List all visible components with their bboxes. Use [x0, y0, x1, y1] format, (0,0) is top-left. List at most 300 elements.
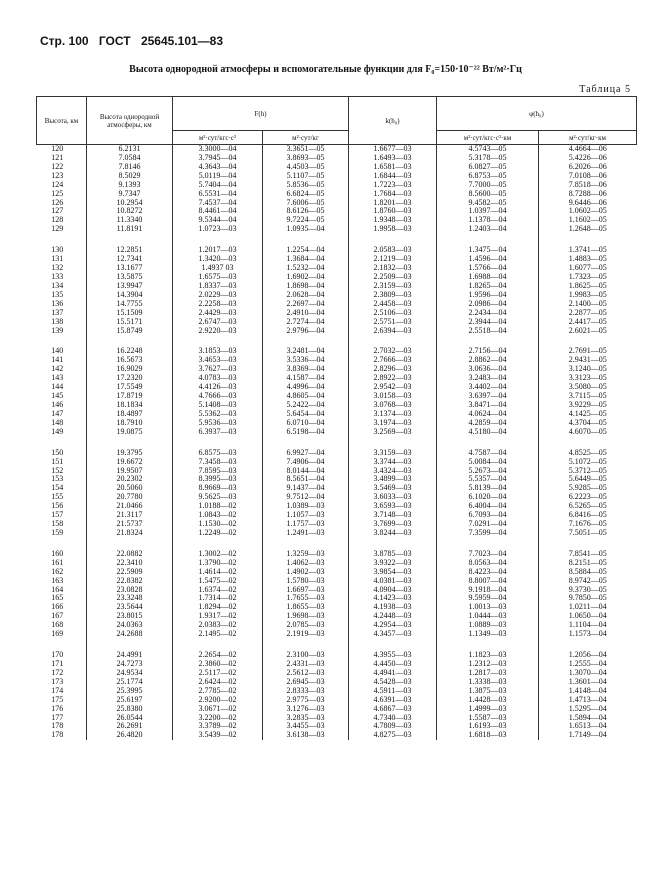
cell-height: 154 [51, 483, 64, 493]
cell-phi-unit1: 9.5959—04 [437, 594, 539, 603]
cell-F-unit1: 2.0229—03 [173, 291, 263, 300]
cell-k: 2.0583—03 [349, 246, 437, 255]
cell-F-unit2: 7.4906—04 [263, 458, 349, 467]
cell-k: 2.7032—03 [349, 347, 437, 356]
cell-k: 3.2569—03 [349, 428, 437, 437]
cell-F-unit1: 7.4537—04 [173, 199, 263, 208]
cell-k: 3.0158—03 [349, 392, 437, 401]
cell-F-unit1: 1.5475—02 [173, 577, 263, 586]
cell-F-unit1: 1.0188—02 [173, 502, 263, 511]
cell-F-unit1: 1.1530—02 [173, 520, 263, 529]
cell-F-unit1: 7.3458—03 [173, 458, 263, 467]
cell-height: 153 [51, 474, 64, 484]
cell-phi-unit1: 1.1349—03 [437, 630, 539, 639]
cell-hom-height: 21.3117 [87, 511, 173, 520]
cell-F-unit1: 2.1495—02 [173, 630, 263, 639]
cell-phi-unit1: 2.5518—04 [437, 327, 539, 336]
cell-phi-unit1: 1.0397—04 [437, 207, 539, 216]
cell-phi-unit1: 3.6397—04 [437, 392, 539, 401]
cell-hom-height: 23.0828 [87, 586, 173, 595]
cell-F-unit2: 9.7512—04 [263, 493, 349, 502]
table-row [37, 630, 637, 639]
cell-height: 178 [51, 721, 64, 731]
cell-F-unit2: 2.4331—03 [263, 660, 349, 669]
cell-phi-unit1: 1.8265—04 [437, 282, 539, 291]
col-header-height: Высота, км [37, 97, 87, 145]
cell-k: 3.6033—03 [349, 493, 437, 502]
cell-F-unit2: 6.0710—04 [263, 419, 349, 428]
cell-height: 161 [51, 557, 64, 567]
cell-phi-unit1: 8.4223—04 [437, 568, 539, 577]
cell-F-unit2: 2.8333—03 [263, 687, 349, 696]
cell-phi-unit2: 7.0108—06 [539, 172, 637, 181]
cell-phi-unit2: 1.0650—04 [539, 612, 637, 621]
cell-hom-height: 11.8191 [87, 225, 173, 234]
cell-hom-height: 26.2691 [87, 722, 173, 731]
table-row [37, 529, 637, 538]
cell-height: 138 [51, 316, 64, 326]
cell-height: 176 [51, 703, 64, 713]
cell-F-unit2: 6.5198—04 [263, 428, 349, 437]
cell-F-unit1: 1.4614—02 [173, 568, 263, 577]
cell-phi-unit2: 4.4664—06 [539, 145, 637, 154]
cell-F-unit2: 7.6006—05 [263, 199, 349, 208]
cell-F-unit2: 9.7224—05 [263, 216, 349, 225]
group-separator [37, 437, 637, 449]
page-header [40, 34, 230, 48]
cell-k: 2.3809—03 [349, 291, 437, 300]
cell-phi-unit2: 1.2555—04 [539, 660, 637, 669]
cell-F-unit1: 5.9536—03 [173, 419, 263, 428]
cell-hom-height: 26.0544 [87, 714, 173, 723]
cell-F-unit2: 1.0389—03 [263, 502, 349, 511]
cell-hom-height: 25.1774 [87, 678, 173, 687]
cell-F-unit1: 8.4461—04 [173, 207, 263, 216]
cell-hom-height: 16.9029 [87, 365, 173, 374]
cell-k: 2.1832—03 [349, 264, 437, 273]
table-row [37, 731, 637, 740]
col-header-F-unit1: м²·сут/кгс·с² [173, 131, 263, 145]
cell-phi-unit2: 7.8541—05 [539, 550, 637, 559]
col-header-phi: φ(h₀) [437, 97, 637, 131]
cell-phi-unit1: 9.1918—04 [437, 586, 539, 595]
cell-phi-unit1: 9.4582—05 [437, 199, 539, 208]
cell-phi-unit2: 6.5265—05 [539, 502, 637, 511]
cell-F-unit2: 3.5336—04 [263, 356, 349, 365]
table-row [37, 327, 637, 336]
cell-phi-unit2: 5.3712—05 [539, 467, 637, 476]
cell-hom-height: 22.3410 [87, 559, 173, 568]
cell-F-unit2: 4.1587—04 [263, 374, 349, 383]
cell-phi-unit1: 3.2483—04 [437, 374, 539, 383]
cell-F-unit2: 4.4996—04 [263, 383, 349, 392]
cell-F-unit1: 1.6374—02 [173, 586, 263, 595]
cell-height: 148 [51, 417, 64, 427]
cell-height: 165 [51, 593, 64, 603]
cell-phi-unit2: 1.5295—04 [539, 705, 637, 714]
cell-hom-height: 19.0875 [87, 428, 173, 437]
cell-k: 4.3457—03 [349, 630, 437, 639]
cell-F-unit2: 4.4503—05 [263, 163, 349, 172]
cell-F-unit2: 5.8536—05 [263, 181, 349, 190]
cell-phi-unit1: 5.3178—05 [437, 154, 539, 163]
cell-F-unit2: 2.9796—04 [263, 327, 349, 336]
cell-k: 4.8275—03 [349, 731, 437, 740]
cell-phi-unit1: 5.0084—04 [437, 458, 539, 467]
cell-k: 4.5428—03 [349, 678, 437, 687]
cell-F-unit2: 3.4455—03 [263, 722, 349, 731]
cell-k: 3.9854—03 [349, 568, 437, 577]
cell-k: 1.6677—03 [349, 145, 437, 154]
cell-F-unit1: 2.3860—02 [173, 660, 263, 669]
cell-F-unit2: 6.6824—05 [263, 190, 349, 199]
cell-phi-unit2: 1.5894—04 [539, 714, 637, 723]
cell-F-unit2: 3.6138—03 [263, 731, 349, 740]
cell-phi-unit1: 7.7000—05 [437, 181, 539, 190]
cell-height: 137 [51, 307, 64, 317]
cell-phi-unit2: 1.3601—04 [539, 678, 637, 687]
cell-F-unit2: 2.0628—04 [263, 291, 349, 300]
cell-height: 140 [51, 346, 64, 356]
cell-hom-height: 15.5171 [87, 318, 173, 327]
cell-F-unit1: 7.8595—03 [173, 467, 263, 476]
cell-k: 3.4899—03 [349, 475, 437, 484]
cell-height: 170 [51, 650, 64, 660]
cell-phi-unit2: 3.9229—05 [539, 401, 637, 410]
cell-F-unit1: 1.0723—03 [173, 225, 263, 234]
cell-phi-unit2: 1.3741—05 [539, 246, 637, 255]
cell-F-unit2: 1.7655—03 [263, 594, 349, 603]
cell-hom-height: 19.9507 [87, 467, 173, 476]
cell-phi-unit2: 1.0602—05 [539, 207, 637, 216]
cell-phi-unit1: 7.7023—04 [437, 550, 539, 559]
cell-height: 167 [51, 611, 64, 621]
cell-height: 145 [51, 391, 64, 401]
cell-hom-height: 24.4991 [87, 651, 173, 660]
cell-phi-unit2: 5.1072—05 [539, 458, 637, 467]
cell-F-unit2: 6.9927—04 [263, 449, 349, 458]
cell-F-unit1: 2.9200—02 [173, 696, 263, 705]
cell-k: 2.9542—03 [349, 383, 437, 392]
cell-F-unit1: 1.3002—02 [173, 550, 263, 559]
cell-hom-height: 20.2302 [87, 475, 173, 484]
cell-hom-height: 24.0363 [87, 621, 173, 630]
cell-F-unit2: 5.2422—04 [263, 401, 349, 410]
cell-phi-unit1: 1.5587—03 [437, 714, 539, 723]
cell-k: 4.2954—03 [349, 621, 437, 630]
cell-F-unit1: 1.4937 03 [173, 264, 263, 273]
cell-hom-height: 10.2954 [87, 199, 173, 208]
cell-phi-unit2: 1.2648—05 [539, 225, 637, 234]
cell-height: 160 [51, 548, 64, 558]
cell-F-unit1: 3.1853—03 [173, 347, 263, 356]
cell-phi-unit1: 6.0827—05 [437, 163, 539, 172]
cell-height: 142 [51, 364, 64, 374]
cell-F-unit2: 1.4062—03 [263, 559, 349, 568]
cell-F-unit2: 2.5612—03 [263, 669, 349, 678]
cell-phi-unit2: 1.3070—04 [539, 669, 637, 678]
cell-k: 3.3744—03 [349, 458, 437, 467]
cell-phi-unit2: 2.1400—05 [539, 300, 637, 309]
cell-F-unit1: 2.0383—02 [173, 621, 263, 630]
cell-phi-unit1: 6.4004—04 [437, 502, 539, 511]
cell-F-unit2: 3.8693—05 [263, 154, 349, 163]
cell-phi-unit2: 3.3123—05 [539, 374, 637, 383]
cell-hom-height: 25.6197 [87, 696, 173, 705]
cell-F-unit2: 1.6902—04 [263, 273, 349, 282]
cell-F-unit2: 1.5232—04 [263, 264, 349, 273]
cell-F-unit2: 1.8698—04 [263, 282, 349, 291]
cell-phi-unit2: 2.6021—05 [539, 327, 637, 336]
cell-phi-unit2: 4.6070—05 [539, 428, 637, 437]
cell-F-unit1: 3.2200—02 [173, 714, 263, 723]
cell-k: 1.6844—03 [349, 172, 437, 181]
cell-F-unit2: 9.1437—04 [263, 484, 349, 493]
cell-hom-height: 21.5737 [87, 520, 173, 529]
cell-phi-unit1: 1.2312—03 [437, 660, 539, 669]
cell-hom-height: 13.5875 [87, 273, 173, 282]
cell-F-unit2: 3.8369—04 [263, 365, 349, 374]
cell-phi-unit1: 1.0444—03 [437, 612, 539, 621]
cell-height: 121 [51, 152, 64, 162]
cell-phi-unit1: 1.9596—04 [437, 291, 539, 300]
cell-phi-unit2: 2.7691—05 [539, 347, 637, 356]
cell-F-unit2: 3.2835—03 [263, 714, 349, 723]
cell-F-unit1: 9.5344—04 [173, 216, 263, 225]
cell-height: 135 [51, 289, 64, 299]
cell-phi-unit1: 3.4402—04 [437, 383, 539, 392]
cell-hom-height: 20.7780 [87, 493, 173, 502]
cell-phi-unit2: 8.9742—05 [539, 577, 637, 586]
cell-F-unit2: 1.2254—04 [263, 246, 349, 255]
cell-phi-unit1: 2.8862—04 [437, 356, 539, 365]
cell-phi-unit1: 1.2817—03 [437, 669, 539, 678]
cell-phi-unit1: 4.5743—05 [437, 145, 539, 154]
cell-F-unit2: 2.4910—04 [263, 309, 349, 318]
cell-phi-unit2: 4.3704—05 [539, 419, 637, 428]
cell-hom-height: 14.3904 [87, 291, 173, 300]
cell-k: 2.5751—03 [349, 318, 437, 327]
cell-hom-height: 13.9947 [87, 282, 173, 291]
cell-F-unit1: 2.7785—02 [173, 687, 263, 696]
cell-hom-height: 16.2248 [87, 347, 173, 356]
cell-phi-unit2: 3.7115—05 [539, 392, 637, 401]
cell-k: 4.6867—03 [349, 705, 437, 714]
cell-F-unit1: 6.5531—04 [173, 190, 263, 199]
cell-F-unit1: 2.4429—03 [173, 309, 263, 318]
cell-phi-unit2: 5.9285—05 [539, 484, 637, 493]
cell-phi-unit1: 2.2434—04 [437, 309, 539, 318]
cell-phi-unit2: 2.2877—05 [539, 309, 637, 318]
cell-height: 157 [51, 510, 64, 520]
cell-phi-unit2: 1.2056—04 [539, 651, 637, 660]
cell-k: 3.3159—03 [349, 449, 437, 458]
cell-phi-unit1: 1.6193—03 [437, 722, 539, 731]
cell-height: 126 [51, 197, 64, 207]
cell-height: 164 [51, 584, 64, 594]
cell-F-unit1: 2.5117—02 [173, 669, 263, 678]
cell-phi-unit2: 9.3730—05 [539, 586, 637, 595]
cell-F-unit1: 3.0671—02 [173, 705, 263, 714]
cell-F-unit1: 2.6747—03 [173, 318, 263, 327]
cell-height: 133 [51, 271, 64, 281]
cell-k: 2.4458—03 [349, 300, 437, 309]
cell-F-unit2: 1.1757—03 [263, 520, 349, 529]
cell-phi-unit1: 7.0291—04 [437, 520, 539, 529]
cell-phi-unit2: 1.1602—05 [539, 216, 637, 225]
cell-phi-unit2: 8.2151—05 [539, 559, 637, 568]
cell-height: 155 [51, 492, 64, 502]
cell-k: 1.7684—03 [349, 190, 437, 199]
cell-phi-unit2: 5.4226—06 [539, 154, 637, 163]
cell-F-unit2: 1.2491—03 [263, 529, 349, 538]
cell-height: 172 [51, 667, 64, 677]
cell-F-unit1: 1.8337—03 [173, 282, 263, 291]
cell-hom-height: 22.8382 [87, 577, 173, 586]
table-label: Таблица 5 [579, 84, 631, 95]
cell-height: 174 [51, 685, 64, 695]
cell-F-unit1: 2.9220—03 [173, 327, 263, 336]
cell-F-unit1: 6.8575—03 [173, 449, 263, 458]
cell-hom-height: 20.5060 [87, 484, 173, 493]
cell-F-unit1: 1.7314—02 [173, 594, 263, 603]
col-header-phi-unit2: м²·сут/кг·км [539, 131, 637, 145]
cell-F-unit1: 3.4653—03 [173, 356, 263, 365]
cell-k: 3.1374—03 [349, 410, 437, 419]
cell-k: 4.7340—03 [349, 714, 437, 723]
cell-hom-height: 23.3248 [87, 594, 173, 603]
cell-phi-unit2: 5.6449—05 [539, 475, 637, 484]
cell-phi-unit2: 2.9431—05 [539, 356, 637, 365]
col-header-phi-unit1: м²·сут/кгс·с²·км [437, 131, 539, 145]
cell-height: 129 [51, 224, 64, 234]
cell-phi-unit1: 1.1378—04 [437, 216, 539, 225]
cell-phi-unit1: 1.6818—03 [437, 731, 539, 740]
cell-height: 146 [51, 399, 64, 409]
cell-height: 122 [51, 161, 64, 171]
cell-hom-height: 17.2320 [87, 374, 173, 383]
cell-hom-height: 19.3795 [87, 449, 173, 458]
cell-phi-unit1: 1.2403—04 [437, 225, 539, 234]
cell-F-unit1: 8.3995—03 [173, 475, 263, 484]
cell-height: 147 [51, 408, 64, 418]
cell-F-unit1: 2.2654—02 [173, 651, 263, 660]
cell-F-unit2: 2.2697—04 [263, 300, 349, 309]
cell-k: 3.6593—03 [349, 502, 437, 511]
cell-F-unit2: 2.7274—04 [263, 318, 349, 327]
cell-phi-unit1: 7.3599—04 [437, 529, 539, 538]
cell-k: 4.5911—03 [349, 687, 437, 696]
cell-hom-height: 12.7341 [87, 255, 173, 264]
cell-k: 1.8201—03 [349, 199, 437, 208]
cell-F-unit2: 2.6945—03 [263, 678, 349, 687]
table-title: Высота однородной атмосферы и вспомогательные функции для F₀=150·10⁻²² Вт/м²·Гц [129, 64, 522, 75]
cell-phi-unit2: 7.8518—06 [539, 181, 637, 190]
cell-height: 177 [51, 712, 64, 722]
data-table [36, 96, 637, 740]
cell-hom-height: 9.1393 [87, 181, 173, 190]
cell-phi-unit2: 1.4713—04 [539, 696, 637, 705]
cell-phi-unit2: 3.1240—05 [539, 365, 637, 374]
cell-F-unit2: 3.3651—05 [263, 145, 349, 154]
cell-hom-height: 24.9534 [87, 669, 173, 678]
cell-F-unit2: 2.1919—03 [263, 630, 349, 639]
cell-height: 139 [51, 325, 64, 335]
cell-hom-height: 24.2688 [87, 630, 173, 639]
cell-F-unit1: 1.3420—03 [173, 255, 263, 264]
cell-phi-unit1: 1.3475—04 [437, 246, 539, 255]
cell-F-unit1: 1.3790—02 [173, 559, 263, 568]
cell-phi-unit1: 8.0563—04 [437, 559, 539, 568]
cell-F-unit2: 8.0144—04 [263, 467, 349, 476]
cell-phi-unit2: 1.1104—04 [539, 621, 637, 630]
cell-hom-height: 14.7755 [87, 300, 173, 309]
cell-phi-unit2: 4.1425—05 [539, 410, 637, 419]
cell-k: 2.6394—03 [349, 327, 437, 336]
cell-F-unit2: 1.3259—03 [263, 550, 349, 559]
cell-F-unit1: 4.4126—03 [173, 383, 263, 392]
cell-phi-unit2: 7.5051—05 [539, 529, 637, 538]
cell-k: 4.4450—03 [349, 660, 437, 669]
cell-F-unit1: 5.5362—03 [173, 410, 263, 419]
cell-height: 168 [51, 620, 64, 630]
col-header-k: k(h₀) [349, 97, 437, 145]
cell-height: 124 [51, 179, 64, 189]
cell-hom-height: 15.1509 [87, 309, 173, 318]
cell-k: 2.5106—03 [349, 309, 437, 318]
cell-height: 134 [51, 280, 64, 290]
cell-phi-unit1: 1.3875—03 [437, 687, 539, 696]
cell-k: 2.2509—03 [349, 273, 437, 282]
cell-hom-height: 8.5029 [87, 172, 173, 181]
cell-phi-unit1: 5.8139—04 [437, 484, 539, 493]
cell-phi-unit1: 1.3338—03 [437, 678, 539, 687]
cell-k: 2.8922—03 [349, 374, 437, 383]
cell-k: 4.0904—03 [349, 586, 437, 595]
cell-k: 1.8760—03 [349, 207, 437, 216]
cell-hom-height: 12.2851 [87, 246, 173, 255]
cell-phi-unit1: 3.0636—04 [437, 365, 539, 374]
cell-height: 156 [51, 501, 64, 511]
table-row [37, 428, 637, 437]
cell-k: 1.9348—03 [349, 216, 437, 225]
cell-phi-unit2: 6.2026—06 [539, 163, 637, 172]
cell-hom-height: 21.8324 [87, 529, 173, 538]
cell-F-unit1: 6.3937—03 [173, 428, 263, 437]
cell-hom-height: 13.1677 [87, 264, 173, 273]
cell-k: 2.3159—03 [349, 282, 437, 291]
cell-k: 3.4324—03 [349, 467, 437, 476]
cell-k: 3.0768—03 [349, 401, 437, 410]
cell-F-unit2: 4.8605—04 [263, 392, 349, 401]
cell-phi-unit1: 6.8753—05 [437, 172, 539, 181]
cell-F-unit1: 5.1408—03 [173, 401, 263, 410]
cell-height: 166 [51, 602, 64, 612]
cell-hom-height: 11.3340 [87, 216, 173, 225]
cell-F-unit1: 3.3000—04 [173, 145, 263, 154]
cell-k: 4.7809—03 [349, 722, 437, 731]
cell-hom-height: 22.0882 [87, 550, 173, 559]
cell-height: 127 [51, 206, 64, 216]
cell-k: 1.6493—03 [349, 154, 437, 163]
cell-phi-unit1: 2.0986—04 [437, 300, 539, 309]
cell-hom-height: 25.3995 [87, 687, 173, 696]
cell-k: 3.5469—03 [349, 484, 437, 493]
cell-phi-unit1: 5.5357—04 [437, 475, 539, 484]
cell-height: 120 [51, 144, 64, 153]
cell-F-unit2: 1.8655—03 [263, 603, 349, 612]
cell-k: 4.3955—03 [349, 651, 437, 660]
